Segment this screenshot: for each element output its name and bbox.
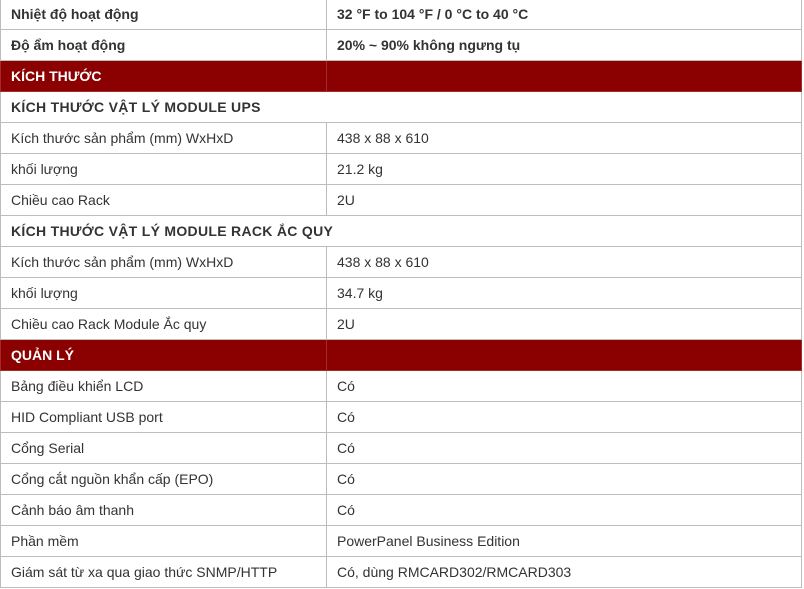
spec-row — [1, 371, 802, 402]
spec-row — [1, 557, 802, 588]
section-header-empty-cell — [327, 340, 802, 371]
spec-value: Có — [327, 433, 802, 464]
spec-label: Nhiệt độ hoạt động — [1, 0, 327, 30]
spec-value: 21.2 kg — [327, 154, 802, 185]
spec-value: 32 °F to 104 °F / 0 °C to 40 °C — [327, 0, 802, 30]
spec-label: Chiều cao Rack Module Ắc quy — [1, 309, 327, 340]
spec-row — [1, 464, 802, 495]
spec-label: Độ ẩm hoạt động — [1, 30, 327, 61]
spec-label: Kích thước sản phẩm (mm) WxHxD — [1, 123, 327, 154]
spec-label: HID Compliant USB port — [1, 402, 327, 433]
spec-row — [1, 30, 802, 61]
spec-label: Cảnh báo âm thanh — [1, 495, 327, 526]
spec-row — [1, 0, 802, 30]
spec-value: Có — [327, 495, 802, 526]
spec-row — [1, 495, 802, 526]
spec-row — [1, 309, 802, 340]
spec-label: khối lượng — [1, 278, 327, 309]
spec-value: Có — [327, 402, 802, 433]
spec-label: Chiều cao Rack — [1, 185, 327, 216]
section-header-label: KÍCH THƯỚC — [1, 61, 327, 92]
spec-label: Cổng Serial — [1, 433, 327, 464]
section-header-label: QUẢN LÝ — [1, 340, 327, 371]
subsection-header-row — [1, 92, 802, 123]
subsection-header-label: KÍCH THƯỚC VẬT LÝ MODULE RACK ẮC QUY — [1, 216, 802, 247]
spec-value: Có — [327, 371, 802, 402]
spec-row — [1, 402, 802, 433]
spec-label: Kích thước sản phẩm (mm) WxHxD — [1, 247, 327, 278]
spec-value: PowerPanel Business Edition — [327, 526, 802, 557]
spec-row — [1, 185, 802, 216]
spec-value: Có, dùng RMCARD302/RMCARD303 — [327, 557, 802, 588]
subsection-header-row — [1, 216, 802, 247]
section-header-row — [1, 340, 802, 371]
spec-row — [1, 154, 802, 185]
subsection-header-label: KÍCH THƯỚC VẬT LÝ MODULE UPS — [1, 92, 802, 123]
spec-row — [1, 433, 802, 464]
section-header-row — [1, 61, 802, 92]
spec-label: Cổng cắt nguồn khẩn cấp (EPO) — [1, 464, 327, 495]
spec-value: 20% ~ 90% không ngưng tụ — [327, 30, 802, 61]
spec-label: Phần mềm — [1, 526, 327, 557]
spec-value: 34.7 kg — [327, 278, 802, 309]
section-header-empty-cell — [327, 61, 802, 92]
spec-label: Giám sát từ xa qua giao thức SNMP/HTTP — [1, 557, 327, 588]
spec-value: 2U — [327, 309, 802, 340]
spec-row — [1, 526, 802, 557]
spec-value: Có — [327, 464, 802, 495]
spec-label: khối lượng — [1, 154, 327, 185]
spec-value: 438 x 88 x 610 — [327, 123, 802, 154]
spec-row — [1, 123, 802, 154]
spec-row — [1, 278, 802, 309]
spec-row — [1, 247, 802, 278]
spec-table-body — [1, 0, 802, 588]
spec-label: Bảng điều khiển LCD — [1, 371, 327, 402]
spec-value: 2U — [327, 185, 802, 216]
spec-value: 438 x 88 x 610 — [327, 247, 802, 278]
